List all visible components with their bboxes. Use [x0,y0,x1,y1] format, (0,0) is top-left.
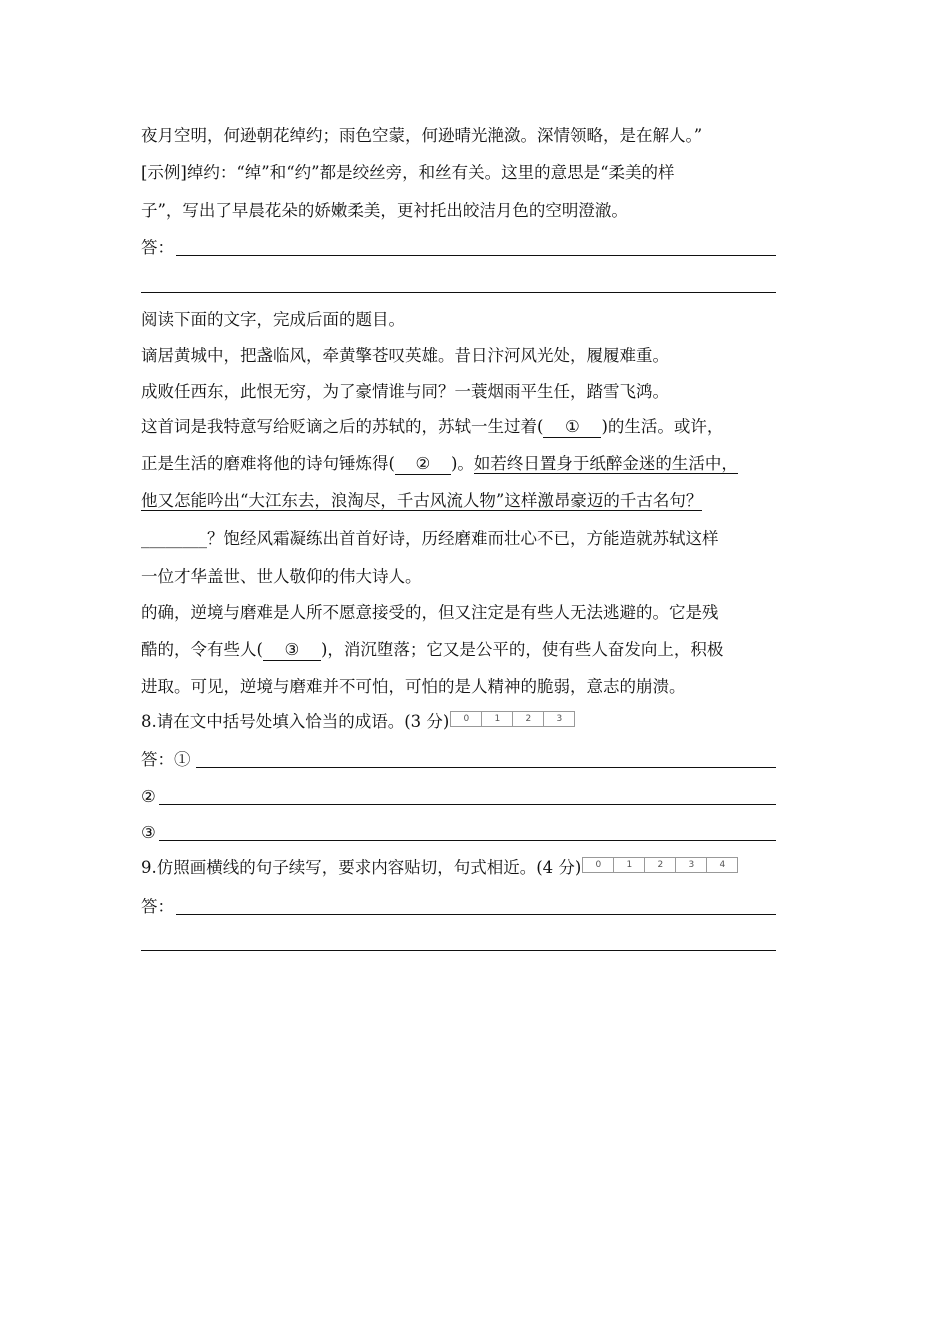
score-option[interactable]: 0 [583,858,614,872]
intro-line-2: [示例]绰约：“绰”和“约”都是绞丝旁，和丝有关。这里的意思是“柔美的样 [141,163,675,182]
passage-line-2-b: )。 [450,454,474,473]
question-8 [141,711,575,733]
question-9-text: 9.仿照画横线的句子续写，要求内容贴切，句式相近。(4 分) [141,858,582,877]
q8-label-3: ③ [141,823,156,842]
fill-in-blank: ________ [141,529,207,548]
score-option[interactable]: 1 [482,712,513,726]
passage-heading: 阅读下面的文字，完成后面的题目。 [141,310,405,329]
passage-line-7-b: )，消沉堕落；它又是公平的，使有些人奋发向上，积极 [320,640,724,659]
score-option[interactable]: 1 [614,858,645,872]
q8-label-2: ② [141,787,156,806]
passage-line-3 [141,490,702,512]
question-9 [141,857,738,879]
passage-line-7 [141,639,723,661]
passage-line-2 [141,453,738,475]
q9-answer-line-2[interactable] [141,950,776,951]
passage-line-4 [141,528,719,550]
score-option[interactable]: 2 [645,858,676,872]
q8-answer-label: 答：① [141,750,191,769]
passage-line-1-b: )的生活。或许， [601,417,724,436]
intro-answer-label: 答： [141,238,174,257]
q9-answer-line-1[interactable] [176,914,776,915]
score-option[interactable]: 3 [676,858,707,872]
passage-line-7-a: 酷的，令有些人( [141,640,263,659]
poem-line-1: 谪居黄城中，把盏临风，牵黄擎苍叹英雄。昔日汴河风光处，履履难重。 [141,346,669,365]
passage-line-1 [141,416,723,438]
intro-answer-line-2[interactable] [141,292,776,293]
score-option[interactable]: 3 [556,714,563,724]
score-option[interactable]: 2 [513,712,544,726]
passage-line-1-a: 这首词是我特意写给贬谪之后的苏轼的，苏轼一生过着( [141,417,544,436]
q8-answer-line-2[interactable] [159,804,776,805]
poem-line-2: 成败任西东，此恨无穷，为了豪情谁与同？一蓑烟雨平生任，踏雪飞鸿。 [141,382,669,401]
score-box-q9 [582,857,738,873]
blank-3: ③ [263,640,321,661]
q8-answer-line-1[interactable] [196,767,776,768]
passage-line-6: 的确，逆境与磨难是人所不愿意接受的，但又注定是有些人无法逃避的。它是残 [141,603,719,622]
score-box-q8 [450,711,575,727]
passage-line-4-text: ？饱经风霜凝练出首首好诗，历经磨难而壮心不已，方能造就苏轼这样 [207,529,719,548]
underlined-sentence-part-2: 他又怎能吟出“大江东去，浪淘尽，千古风流人物”这样激昂豪迈的千古名句？ [141,491,703,510]
blank-2: ② [395,454,451,475]
question-8-text: 8.请在文中括号处填入恰当的成语。(3 分) [141,712,450,731]
intro-answer-line-1[interactable] [176,255,776,256]
intro-line-1: 夜月空明，何逊朝花绰约；雨色空蒙，何逊晴光滟潋。深情领略，是在解人。” [141,126,703,145]
underlined-sentence-part-1: 如若终日置身于纸醉金迷的生活中， [473,454,738,473]
blank-1: ① [543,417,601,438]
score-option[interactable]: 0 [451,712,482,726]
q9-answer-label: 答： [141,897,174,916]
passage-line-5: 一位才华盖世、世人敬仰的伟大诗人。 [141,567,422,586]
passage-line-2-a: 正是生活的磨难将他的诗句锤炼得( [141,454,395,473]
q8-answer-line-3[interactable] [159,840,776,841]
passage-line-8: 进取。可见，逆境与磨难并不可怕，可怕的是人精神的脆弱，意志的崩溃。 [141,677,686,696]
score-option[interactable]: 4 [719,860,726,870]
intro-line-3: 子”，写出了早晨花朵的娇嫩柔美，更衬托出皎洁月色的空明澄澈。 [141,201,628,220]
